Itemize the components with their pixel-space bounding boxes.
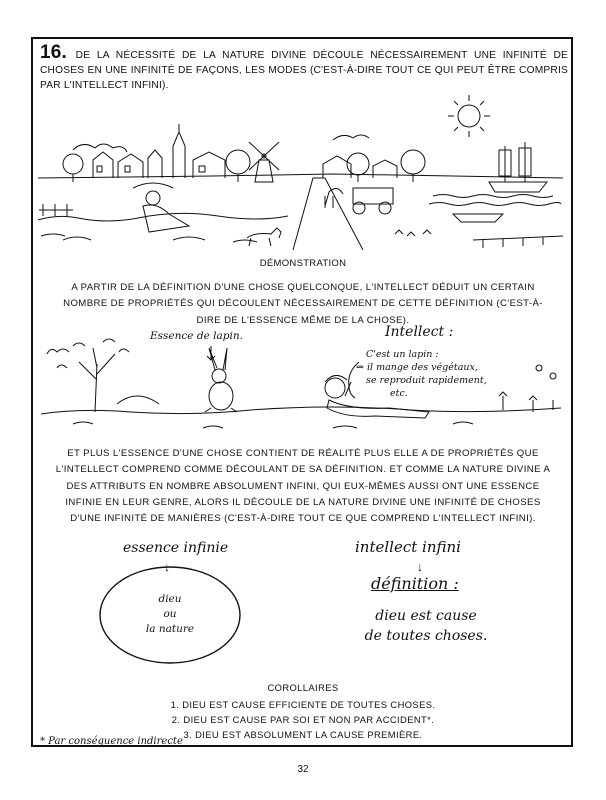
intellect-infini-label: intellect infini: [355, 538, 461, 556]
rabbit-icon: [205, 348, 237, 412]
definition-text: [351, 606, 501, 646]
thought-line-2: ⇒ il mange des végétaux,: [356, 362, 478, 373]
corollary-item: 2. DIEU EST CAUSE PAR SOI ET NON PAR ACCIDENT*.: [171, 714, 435, 726]
right-arrow-icon: ↓: [417, 560, 423, 574]
landscape-illustration: [33, 90, 571, 250]
essence-label: Essence de lapin.: [150, 330, 243, 342]
intellect-label: Intellect :: [385, 324, 454, 340]
page-number: 32: [297, 764, 309, 775]
dog-icon: [247, 228, 281, 246]
rabbit-illustration: [33, 324, 571, 440]
intellect-thought: [356, 348, 487, 400]
ship-icon: [489, 142, 547, 192]
definition-line-2: de toutes choses.: [364, 628, 488, 644]
corollary-item: 1. DIEU EST CAUSE EFFICIENTE DE TOUTES CHOSES.: [170, 699, 436, 710]
corollary-item: 3. DIEU EST ABSOLUMENT LA CAUSE PREMIÈRE.: [183, 729, 423, 741]
demonstration-paragraph-2: ET PLUS L'ESSENCE D'UNE CHOSE CONTIENT DE RÉALITÉ PLUS ELLE A DE PROPRIÉTÉS QUE L'INTELLECT COMPREND COMME DÉCOULANT DE SA DÉFINITION. ET COMME LA NATURE DIVINE A DES ATTRIBUTS EN NOMBRE ABSOLUMENT INFINI, QUI EUX-MÊMES AUSSI ONT UNE ESSENCE INFINIE EN LEUR GENRE, ALORS IL DÉCOULE DE LA NATURE DIVINE UNE INFINITÉ DE CHOSES D'UNE INFINITÉ DE MANIÈRES (C'EST-À-DIRE TOUT CE QUE COMPREND L'INTELLECT INFINI).: [55, 448, 551, 525]
left-arrow-icon: ↓: [164, 560, 170, 574]
circle-line-3: la nature: [145, 623, 195, 635]
circle-line-2: ou: [163, 608, 177, 620]
circle-text: [100, 592, 240, 637]
definition-label: définition :: [371, 574, 459, 593]
thought-line-1: C'est un lapin :: [366, 349, 439, 360]
demonstration-title: DÉMONSTRATION: [259, 258, 347, 269]
proposition-number: 16.: [40, 42, 68, 63]
thought-line-3: se reproduit rapidement,: [366, 375, 487, 386]
demonstration-paragraph-1: A PARTIR DE LA DÉFINITION D'UNE CHOSE QUELCONQUE, L'INTELLECT DÉDUIT UN CERTAIN NOMBRE DE PROPRIÉTÉS QUI DÉCOULENT NÉCESSAIREMENT DE CETTE DÉFINITION (C'EST-À-DIRE DE L'ESSENCE MÊME DE LA CHOSE).: [63, 282, 543, 326]
tree-icon: [47, 339, 129, 412]
infinite-essence-diagram: [33, 530, 571, 670]
proposition-body: DE LA NÉCESSITÉ DE LA NATURE DIVINE DÉCOULE NÉCESSAIREMENT UNE INFINITÉ DE CHOSES EN UNE INFINITÉ DE FAÇONS, LES MODES (C'EST-À-DIRE TOUT CE QUI PEUT ÊTRE COMPRIS PAR L'INTELLECT INFINI).: [40, 50, 569, 91]
definition-line-1: dieu est cause: [375, 608, 477, 624]
thought-line-4: etc.: [390, 388, 408, 399]
essence-infinie-label: essence infinie: [123, 540, 229, 556]
proposition-text: [40, 42, 569, 93]
windmill-icon: [249, 142, 279, 182]
reclining-figure: [133, 183, 189, 232]
corollaries-title: COROLLAIRES: [267, 682, 339, 693]
circle-line-1: dieu: [158, 593, 182, 605]
footnote: * Par conséquence indirecte: [40, 736, 183, 747]
sun-icon: [448, 95, 490, 137]
